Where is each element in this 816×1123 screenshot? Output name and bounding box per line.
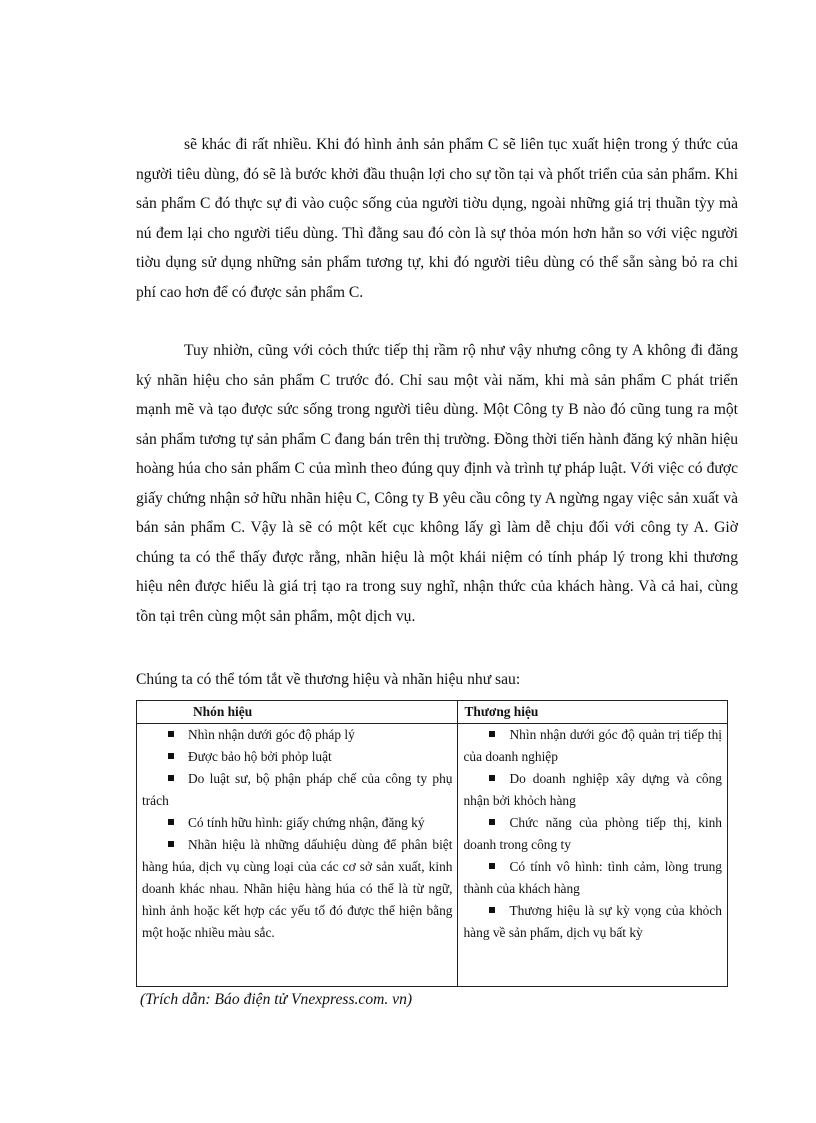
square-bullet-icon bbox=[489, 775, 495, 781]
square-bullet-icon bbox=[168, 841, 174, 847]
paragraph-summary-intro: Chúng ta có thể tóm tắt về thương hiệu và nhãn hiệu như sau: bbox=[136, 671, 521, 688]
brand-list bbox=[463, 724, 722, 944]
list-item: Thương hiệu là sự kỳ vọng của khỏch hàng về sản phẩm, dịch vụ bất kỳ bbox=[463, 903, 722, 940]
paragraph-product-c-recognition: sẽ khác đi rất nhiều. Khi đó hình ảnh sản phẩm C sẽ liên tục xuất hiện trong ý thức của người tiêu dùng, đó sẽ là bước khởi đầu thuận lợi cho sự tồn tại và phốt triển của sản phẩm. Khi sản phẩm C đó thực sự đi vào cuộc sống của người tiờu dụng, ngoài những giá trị thuần tỳy mà nú đem lại cho người tiểu dùng. Thì đằng sau đó còn là sự thỏa món hơn hẳn so với việc người tiờu dụng sử dụng những sản phẩm tương tự, khi đó người tiêu dùng có thể sẵn sàng bỏ ra chi phí cao hơn để có được sản phẩm C. bbox=[136, 136, 738, 301]
list-item: Do doanh nghiệp xây dựng và công nhận bởi khỏch hàng bbox=[463, 771, 722, 808]
trademark-list bbox=[142, 724, 452, 944]
trademark-vs-brand-table bbox=[136, 700, 728, 987]
square-bullet-icon bbox=[489, 863, 495, 869]
square-bullet-icon bbox=[489, 731, 495, 737]
table-header-row bbox=[137, 701, 728, 724]
list-item: Do luật sư, bộ phận pháp chế của công ty phụ trách bbox=[142, 771, 453, 808]
list-item: Nhìn nhận dưới góc độ quản trị tiếp thị của doanh nghiệp bbox=[463, 727, 722, 764]
list-item: Có tính vô hình: tình cảm, lòng trung thành của khách hàng bbox=[463, 859, 722, 896]
square-bullet-icon bbox=[168, 753, 174, 759]
table-row bbox=[137, 724, 728, 987]
list-item: Nhãn hiệu là những dấuhiệu dùng để phân biệt hàng húa, dịch vụ cùng loại của các cơ sở sản xuất, kinh doanh khác nhau. Nhãn hiệu hàng húa có thể là từ ngữ, hình ảnh hoặc kết hợp các yếu tố đó được thể hiện bằng một hoặc nhiều màu sắc. bbox=[142, 837, 453, 940]
list-item: Được bảo hộ bởi phỏp luật bbox=[142, 746, 452, 768]
list-item: Nhìn nhận dưới góc độ pháp lý bbox=[142, 724, 452, 746]
list-item: Chức năng của phòng tiếp thị, kinh doanh trong công ty bbox=[463, 815, 722, 852]
paragraph-trademark-registration-example: Tuy nhiờn, cũng với cỏch thức tiếp thị rầm rộ như vậy nhưng công ty A không đi đăng ký nhãn hiệu cho sản phẩm C trước đó. Chỉ sau một vài năm, khi mà sản phẩm C phát triển mạnh mẽ và tạo được sức sống trong người tiêu dùng. Một Công ty B nào đó cũng tung ra một sản phẩm tương tự sản phẩm C đang bán trên thị trường. Đồng thời tiến hành đăng ký nhãn hiệu hoàng húa cho sản phẩm C của mình theo đúng quy định và trình tự pháp luật. Với việc có được giấy chứng nhận sở hữu nhãn hiệu C, Công ty B yêu cầu công ty A ngừng ngay việc sản xuất và bán sản phẩm C. Vậy là sẽ có một kết cục không lấy gì làm dễ chịu đối với công ty A. Giờ chúng ta có thể thấy được rằng, nhãn hiệu là một khái niệm có tính pháp lý trong khi thương hiệu nên được hiểu là giá trị tạo ra trong suy nghĩ, nhận thức của khách hàng. Và cả hai, cùng tồn tại trên cùng một sản phẩm, một dịch vụ. bbox=[136, 342, 738, 625]
square-bullet-icon bbox=[489, 907, 495, 913]
list-item: Có tính hữu hình: giấy chứng nhận, đăng ký bbox=[142, 812, 452, 834]
table-header-trademark: Nhón hiệu bbox=[137, 701, 458, 724]
brand-column bbox=[458, 724, 728, 987]
square-bullet-icon bbox=[168, 731, 174, 737]
citation-source: (Trích dẫn: Báo điện tử Vnexpress.com. vn) bbox=[140, 991, 413, 1008]
square-bullet-icon bbox=[168, 819, 174, 825]
square-bullet-icon bbox=[168, 775, 174, 781]
trademark-column bbox=[137, 724, 458, 987]
square-bullet-icon bbox=[489, 819, 495, 825]
table-header-brand: Thương hiệu bbox=[458, 701, 728, 724]
